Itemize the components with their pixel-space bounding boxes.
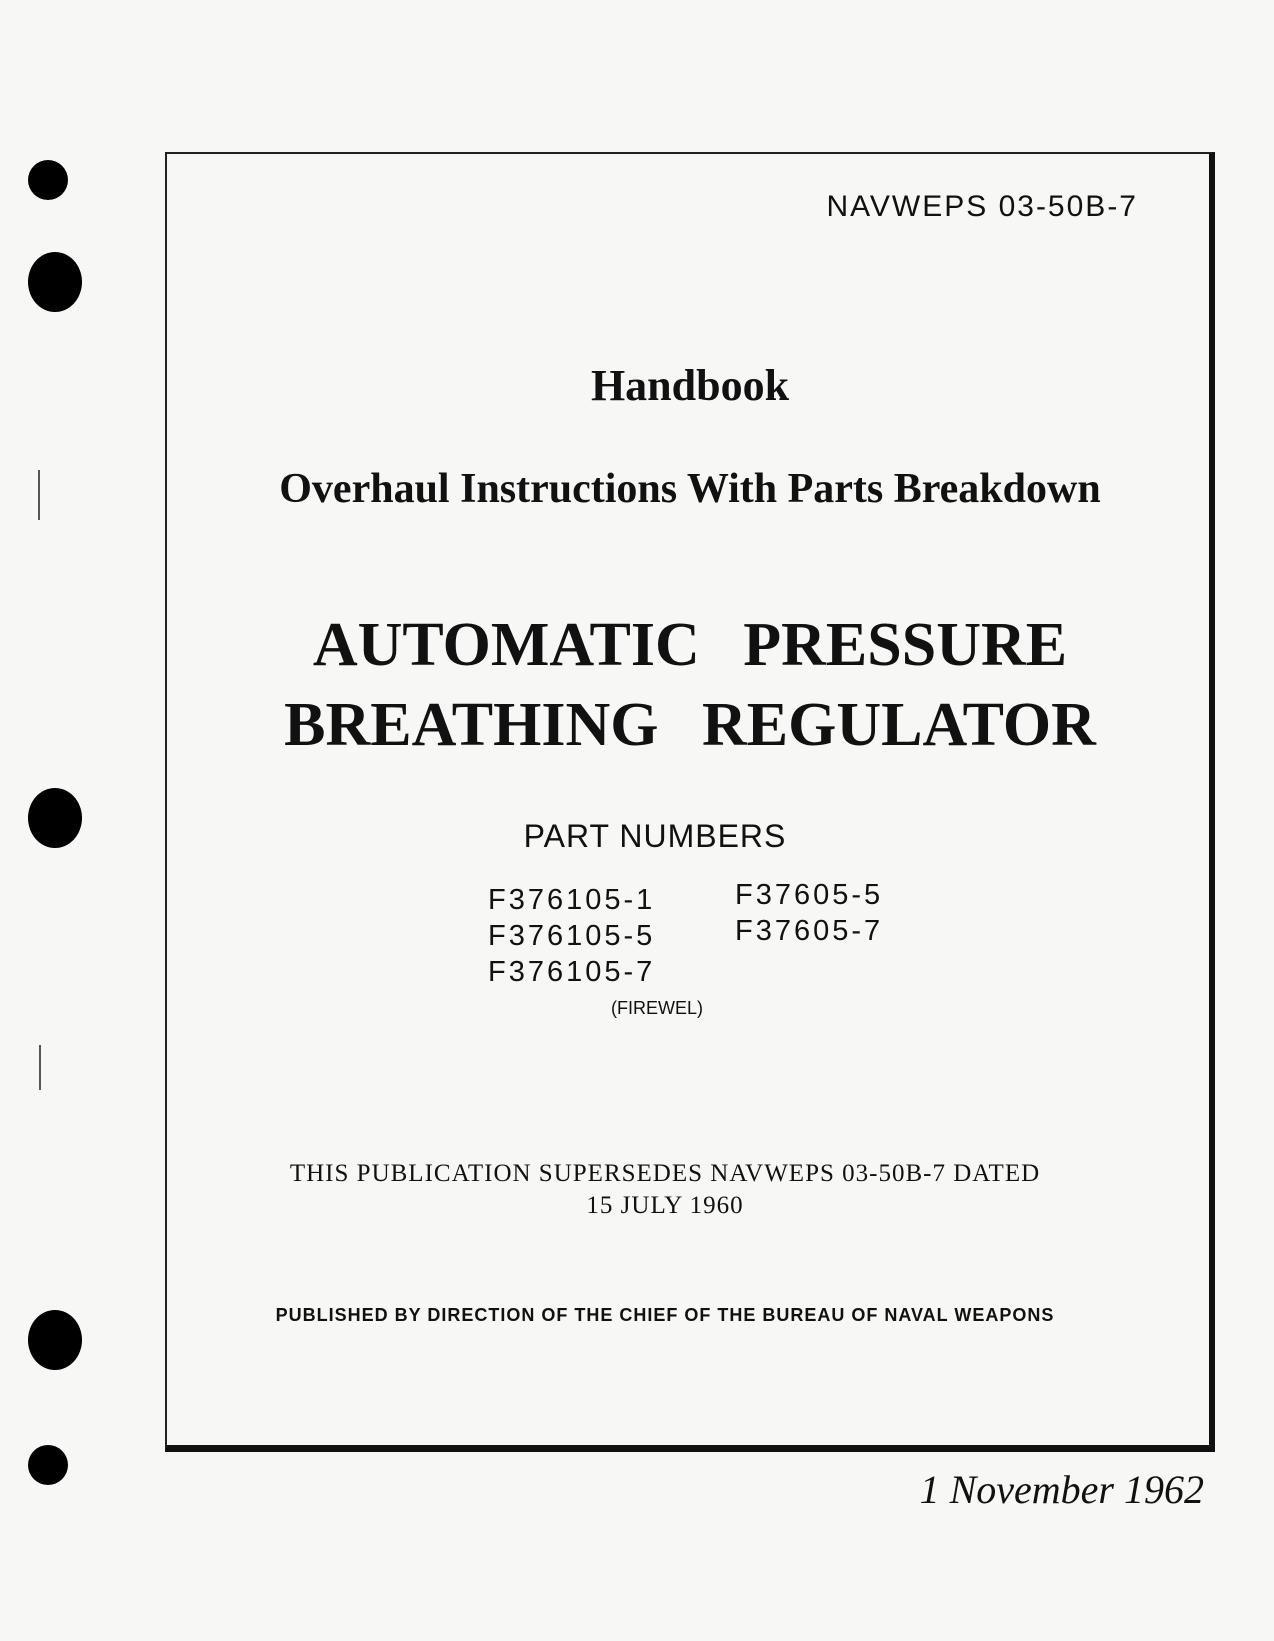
part-numbers-right-column xyxy=(735,877,883,949)
punch-hole xyxy=(28,252,82,312)
part-number: F37605-5 xyxy=(735,879,884,911)
document-title-line-2: BREATHING REGULATOR xyxy=(284,691,1096,759)
scan-mark xyxy=(38,470,40,520)
manufacturer-name: (FIREWEL) xyxy=(611,998,703,1018)
publisher-statement: PUBLISHED BY DIRECTION OF THE CHIEF OF THE BUREAU OF NAVAL WEAPONS xyxy=(275,1305,1055,1325)
document-number: NAVWEPS 03-50B-7 xyxy=(826,190,1138,223)
part-number: F37605-7 xyxy=(735,915,884,947)
punch-hole xyxy=(28,160,68,200)
punch-hole xyxy=(28,1445,68,1485)
supersedes-date: 15 JULY 1960 xyxy=(586,1192,744,1219)
handbook-label: Handbook xyxy=(590,361,790,410)
part-numbers-heading: PART NUMBERS xyxy=(523,818,787,854)
part-number: F376105-5 xyxy=(488,920,656,952)
supersedes-notice xyxy=(140,1158,1190,1222)
punch-hole xyxy=(28,788,82,848)
scan-mark xyxy=(39,1045,41,1090)
page-frame xyxy=(165,152,1215,1452)
document-title-line-1: AUTOMATIC PRESSURE xyxy=(312,611,1068,679)
punch-hole xyxy=(28,1310,82,1370)
part-number: F376105-7 xyxy=(488,956,656,988)
document-subtitle: Overhaul Instructions With Parts Breakdown xyxy=(279,466,1101,512)
supersedes-line: THIS PUBLICATION SUPERSEDES NAVWEPS 03-50B-7 DATED xyxy=(289,1160,1041,1187)
part-numbers-left-column xyxy=(488,882,655,990)
issue-date: 1 November 1962 xyxy=(919,1467,1204,1512)
part-number: F376105-1 xyxy=(488,884,656,916)
